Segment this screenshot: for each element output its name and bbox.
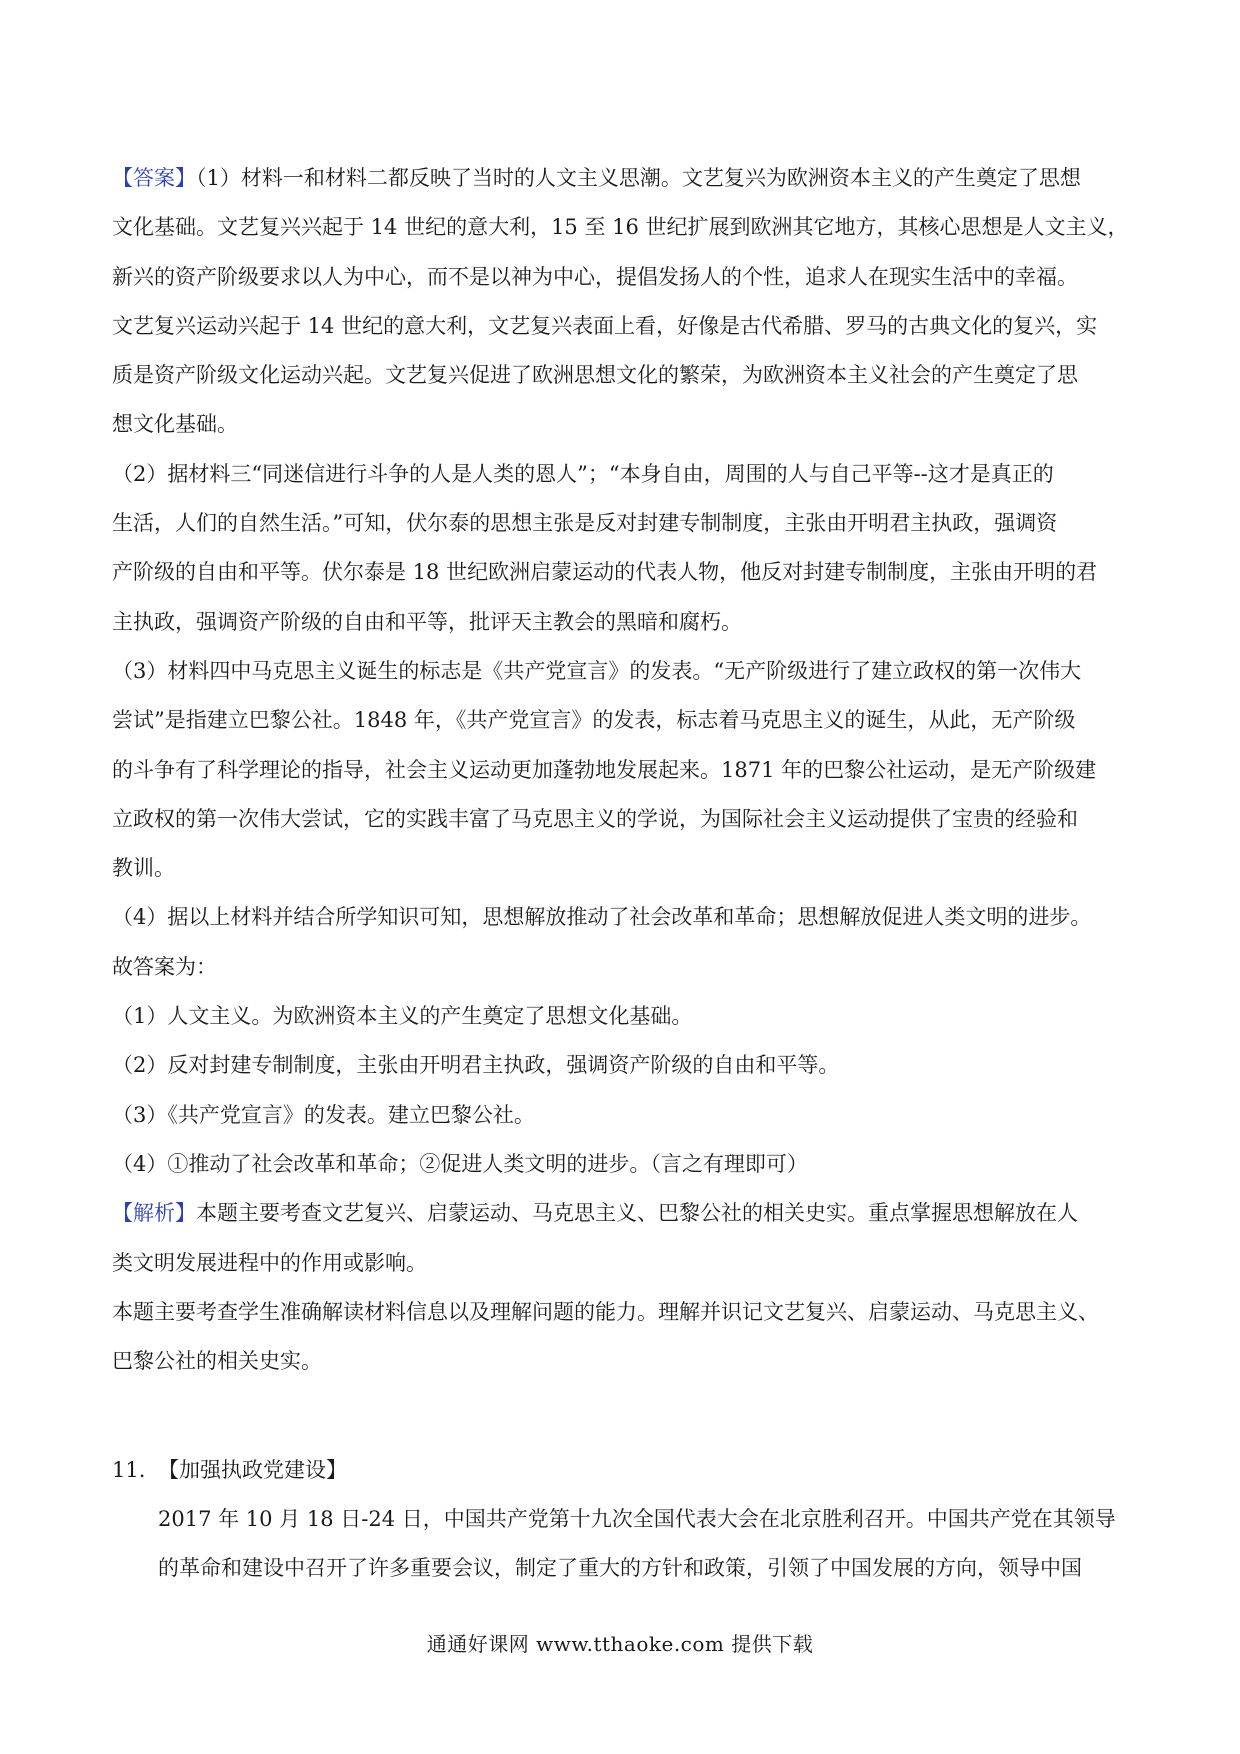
analysis-line: 【解析】本题主要考查文艺复兴、启蒙运动、马克思主义、巴黎公社的相关史实。重点掌握思想解放在人 — [112, 1201, 1078, 1226]
question-number: 11. — [112, 1458, 146, 1482]
answer-line: （3）材料四中马克思主义诞生的标志是《共产党宣言》的发表。“无产阶级进行了建立政权的第一次伟大 — [112, 658, 1082, 683]
answer-line: 立政权的第一次伟大尝试，它的实践丰富了马克思主义的学说，为国际社会主义运动提供了宝贵的经验和 — [112, 806, 1078, 831]
answer-line: 故答案为： — [112, 954, 217, 979]
answer-line: 新兴的资产阶级要求以人为中心，而不是以神为中心，提倡发扬人的个性，追求人在现实生活中的幸福。 — [112, 264, 1078, 289]
question-heading — [112, 1446, 1132, 1495]
question-title: 【加强执政党建设】 — [158, 1458, 347, 1482]
answer-line: 文艺复兴运动兴起于 14 世纪的意大利，文艺复兴表面上看，好像是古代希腊、罗马的古典文化的复兴，实 — [112, 313, 1098, 338]
analysis-label: 【解析】 — [112, 1201, 196, 1226]
answer-section — [112, 154, 1132, 1386]
answer-line: （4）据以上材料并结合所学知识可知，思想解放推动了社会改革和革命；思想解放促进人类文明的进步。 — [112, 905, 1092, 930]
answer-line: 的斗争有了科学理论的指导，社会主义运动更加蓬勃地发展起来。1871 年的巴黎公社运动，是无产阶级建 — [112, 757, 1097, 782]
answer-line: （2）据材料三“同迷信进行斗争的人是人类的恩人”；“本身自由，周围的人与自己平等--这才是真正的 — [112, 461, 1054, 486]
answer-line: 想文化基础。 — [112, 412, 238, 437]
question-line: 的革命和建设中召开了许多重要会议，制定了重大的方针和政策，引领了中国发展的方向，领导中国 — [158, 1556, 1082, 1580]
answer-line: 主执政，强调资产阶级的自由和平等，批评天主教会的黑暗和腐朽。 — [112, 609, 742, 634]
answer-line: （3）《共产党宣言》的发表。建立巴黎公社。 — [112, 1102, 535, 1127]
analysis-line: 类文明发展进程中的作用或影响。 — [112, 1250, 427, 1275]
answer-label: 【答案】 — [112, 166, 196, 190]
answer-line: （4）①推动了社会改革和革命；②促进人类文明的进步。（言之有理即可） — [112, 1151, 808, 1176]
page-footer: 通通好课网 www.tthaoke.com 提供下载 — [426, 1632, 814, 1656]
answer-line: 教训。 — [112, 856, 175, 881]
answer-line: 【答案】（1）材料一和材料二都反映了当时的人文主义思潮。文艺复兴为欧洲资本主义的产生奠定了思想 — [112, 166, 1081, 190]
answer-line: 生活，人们的自然生活。”可知，伏尔泰的思想主张是反对封建专制制度，主张由开明君主执政，强调资 — [112, 511, 1058, 536]
answer-line: 文化基础。文艺复兴兴起于 14 世纪的意大利，15 至 16 世纪扩展到欧洲其它地方，其核心思想是人文主义， — [112, 215, 1129, 240]
question-line: 2017 年 10 月 18 日-24 日，中国共产党第十九次全国代表大会在北京胜利召开。中国共产党在其领导 — [158, 1507, 1116, 1531]
answer-line: 尝试”是指建立巴黎公社。1848 年，《共产党宣言》的发表，标志着马克思主义的诞生，从此，无产阶级 — [112, 708, 1076, 733]
question-11 — [112, 1446, 1132, 1593]
answer-line: 产阶级的自由和平等。伏尔泰是 18 世纪欧洲启蒙运动的代表人物，他反对封建专制制度，主张由开明的君 — [112, 560, 1098, 585]
answer-line: 质是资产阶级文化运动兴起。文艺复兴促进了欧洲思想文化的繁荣，为欧洲资本主义社会的产生奠定了思 — [112, 363, 1078, 388]
analysis-line: 本题主要考查学生准确解读材料信息以及理解问题的能力。理解并识记文艺复兴、启蒙运动、马克思主义、 — [112, 1299, 1099, 1324]
answer-line: （1）人文主义。为欧洲资本主义的产生奠定了思想文化基础。 — [112, 1004, 693, 1029]
answer-line: （2）反对封建专制制度，主张由开明君主执政，强调资产阶级的自由和平等。 — [112, 1053, 840, 1078]
analysis-line: 巴黎公社的相关史实。 — [112, 1349, 322, 1374]
